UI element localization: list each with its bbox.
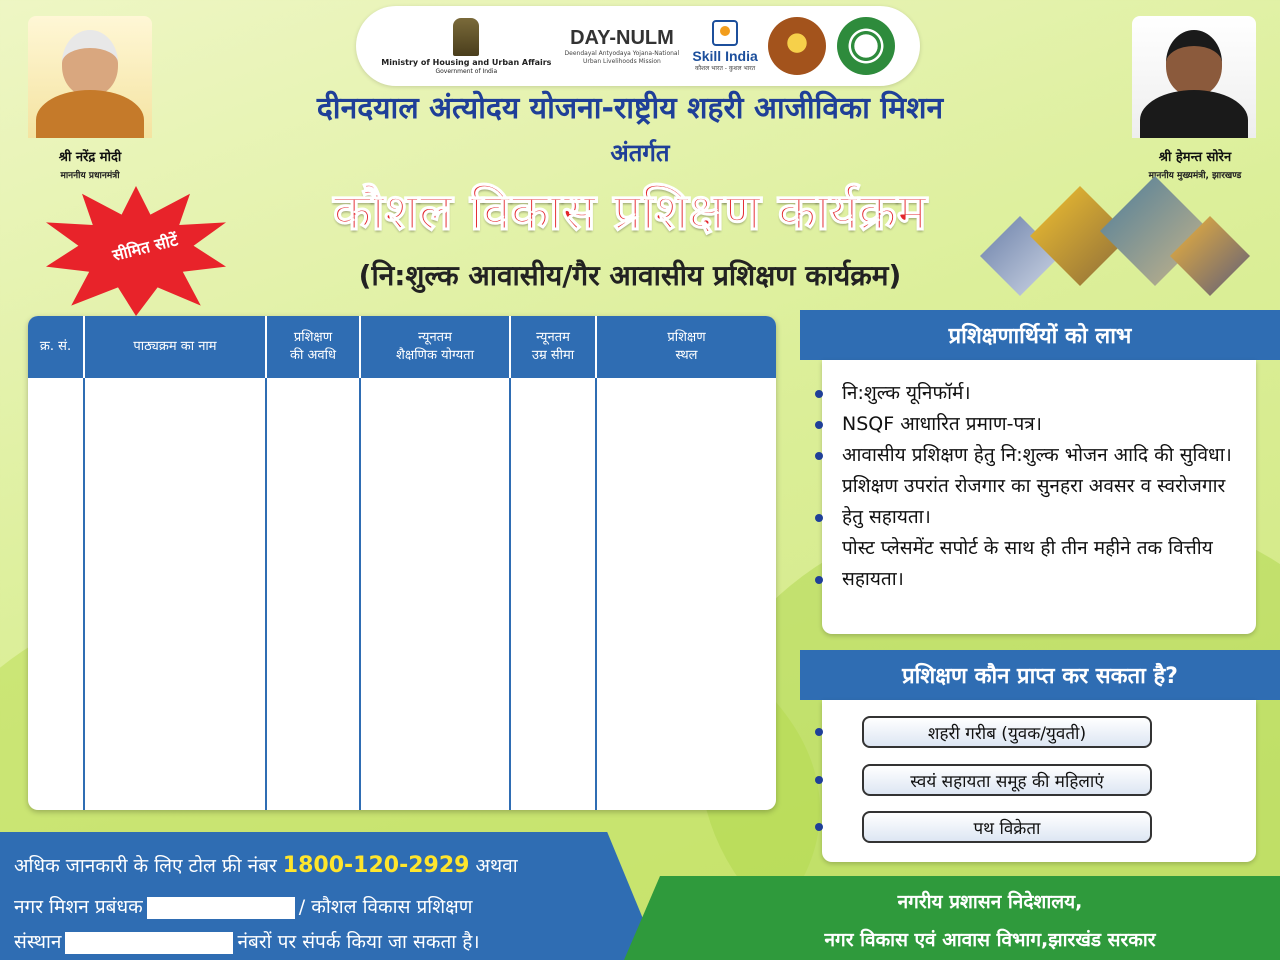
tollfree-number: 1800-120-2929: [282, 853, 470, 878]
portrait-right-body: [1140, 90, 1248, 138]
eligibility-title: प्रशिक्षण कौन प्राप्त कर सकता है?: [800, 650, 1280, 700]
col-serial: क्र. सं.: [28, 316, 85, 378]
col-duration: प्रशिक्षण की अवधि: [267, 316, 361, 378]
table-cell: [511, 378, 597, 810]
mission-seal-icon: [768, 17, 826, 75]
mission-title: दीनदयाल अंत्योदय योजना-राष्ट्रीय शहरी आजीविका मिशन: [316, 91, 944, 126]
contact-line-3: [14, 928, 480, 954]
footer-directorate: नगरीय प्रशासन निदेशालय,: [897, 891, 1083, 913]
contact-line1-post: अथवा: [475, 855, 518, 877]
contact-line2-pre: नगर मिशन प्रबंधक: [14, 896, 143, 918]
table-cell: [361, 378, 511, 810]
contact-line2-post: / कौशल विकास प्रशिक्षण: [298, 896, 473, 918]
logo-bar: [356, 6, 920, 86]
nulm-logo: [562, 27, 682, 66]
col-min-age: न्यूनतम उम्र सीमा: [511, 316, 597, 378]
course-table: [28, 316, 776, 810]
skill-india-logo: [692, 20, 757, 72]
course-table-header: [28, 316, 776, 378]
bullet-icon: [815, 452, 823, 460]
contact-line1-pre: अधिक जानकारी के लिए टोल फ्री नंबर: [14, 855, 277, 877]
col-min-qualification: न्यूनतम शैक्षणिक योग्यता: [361, 316, 511, 378]
benefits-list: [822, 360, 1256, 605]
table-cell: [28, 378, 85, 810]
eligibility-item: पथ विक्रेता: [862, 811, 1152, 843]
training-photo-collage: [980, 176, 1250, 306]
bullet-icon: [815, 576, 823, 584]
list-item: आवासीय प्रशिक्षण हेतु नि:शुल्क भोजन आदि की सुविधा।: [842, 444, 1232, 466]
portrait-right: [1132, 16, 1256, 138]
national-emblem-icon: [453, 18, 479, 56]
ministry-logo: [381, 18, 551, 75]
list-item: नि:शुल्क यूनिफॉर्म।: [842, 382, 971, 404]
portrait-left: [28, 16, 152, 138]
bullet-icon: [815, 776, 823, 784]
portrait-left-face: [62, 30, 118, 96]
col-course-name: पाठ्यक्रम का नाम: [85, 316, 267, 378]
benefits-title: प्रशिक्षणार्थियों को लाभ: [800, 310, 1280, 360]
bullet-icon: [815, 823, 823, 831]
leader-left-role: माननीय प्रधानमंत्री: [60, 171, 120, 181]
bullet-icon: [815, 390, 823, 398]
leader-left-name: श्री नरेंद्र मोदी: [58, 150, 122, 165]
bullet-icon: [815, 728, 823, 736]
table-cell: [85, 378, 267, 810]
list-item: पोस्ट प्लेसमेंट सपोर्ट के साथ ही तीन महीने तक वित्तीय सहायता।: [842, 537, 1213, 590]
under-label: अंतर्गत: [610, 139, 670, 167]
nulm-subtitle: Deendayal Antyodaya Yojana-National Urban Livelihoods Mission: [564, 49, 680, 65]
list-item: NSQF आधारित प्रमाण-पत्र।: [842, 413, 1042, 435]
institute-number-blank: [65, 932, 233, 954]
contact-line-1: [14, 852, 518, 878]
portrait-left-body: [36, 90, 144, 138]
ministry-govt: Government of India: [435, 67, 498, 75]
contact-line3-pre: संस्थान: [14, 931, 62, 953]
skill-india-icon: [712, 20, 738, 46]
nulm-title: DAY-NULM: [570, 26, 674, 49]
eligibility-item: स्वयं सहायता समूह की महिलाएं: [862, 764, 1152, 796]
ministry-name: Ministry of Housing and Urban Affairs: [381, 57, 552, 67]
col-training-venue: प्रशिक्षण स्थल: [667, 330, 706, 363]
bullet-icon: [815, 514, 823, 522]
manager-number-blank: [147, 897, 295, 919]
course-table-body: [28, 378, 776, 810]
program-title: कौशल विकास प्रशिक्षण कार्यक्रम: [333, 183, 927, 241]
table-cell: [597, 378, 776, 810]
footer-department: नगर विकास एवं आवास विभाग,झारखंड सरकार: [824, 929, 1156, 951]
benefits-box: [822, 360, 1256, 634]
limited-seats-label: सीमित सीटें: [110, 230, 180, 265]
leader-right-role: माननीय मुख्यमंत्री, झारखण्ड: [1148, 171, 1242, 181]
list-item: प्रशिक्षण उपरांत रोजगार का सुनहरा अवसर व स्वरोजगार हेतु सहायता।: [842, 475, 1226, 528]
table-cell: [267, 378, 361, 810]
program-subtitle: (नि:शुल्क आवासीय/गैर आवासीय प्रशिक्षण कार्यक्रम): [358, 259, 902, 292]
portrait-right-face: [1166, 30, 1222, 96]
contact-line3-post: नंबरों पर संपर्क किया जा सकता है।: [237, 931, 480, 953]
contact-line-2: [14, 893, 472, 919]
eligibility-item: शहरी गरीब (युवक/युवती): [862, 716, 1152, 748]
leader-right-name: श्री हेमन्त सोरेन: [1158, 150, 1232, 165]
skill-india-tagline: कौशल भारत - कुशल भारत: [695, 65, 756, 72]
skill-india-title: Skill India: [692, 48, 758, 64]
jharkhand-seal-icon: [837, 17, 895, 75]
bullet-icon: [815, 421, 823, 429]
